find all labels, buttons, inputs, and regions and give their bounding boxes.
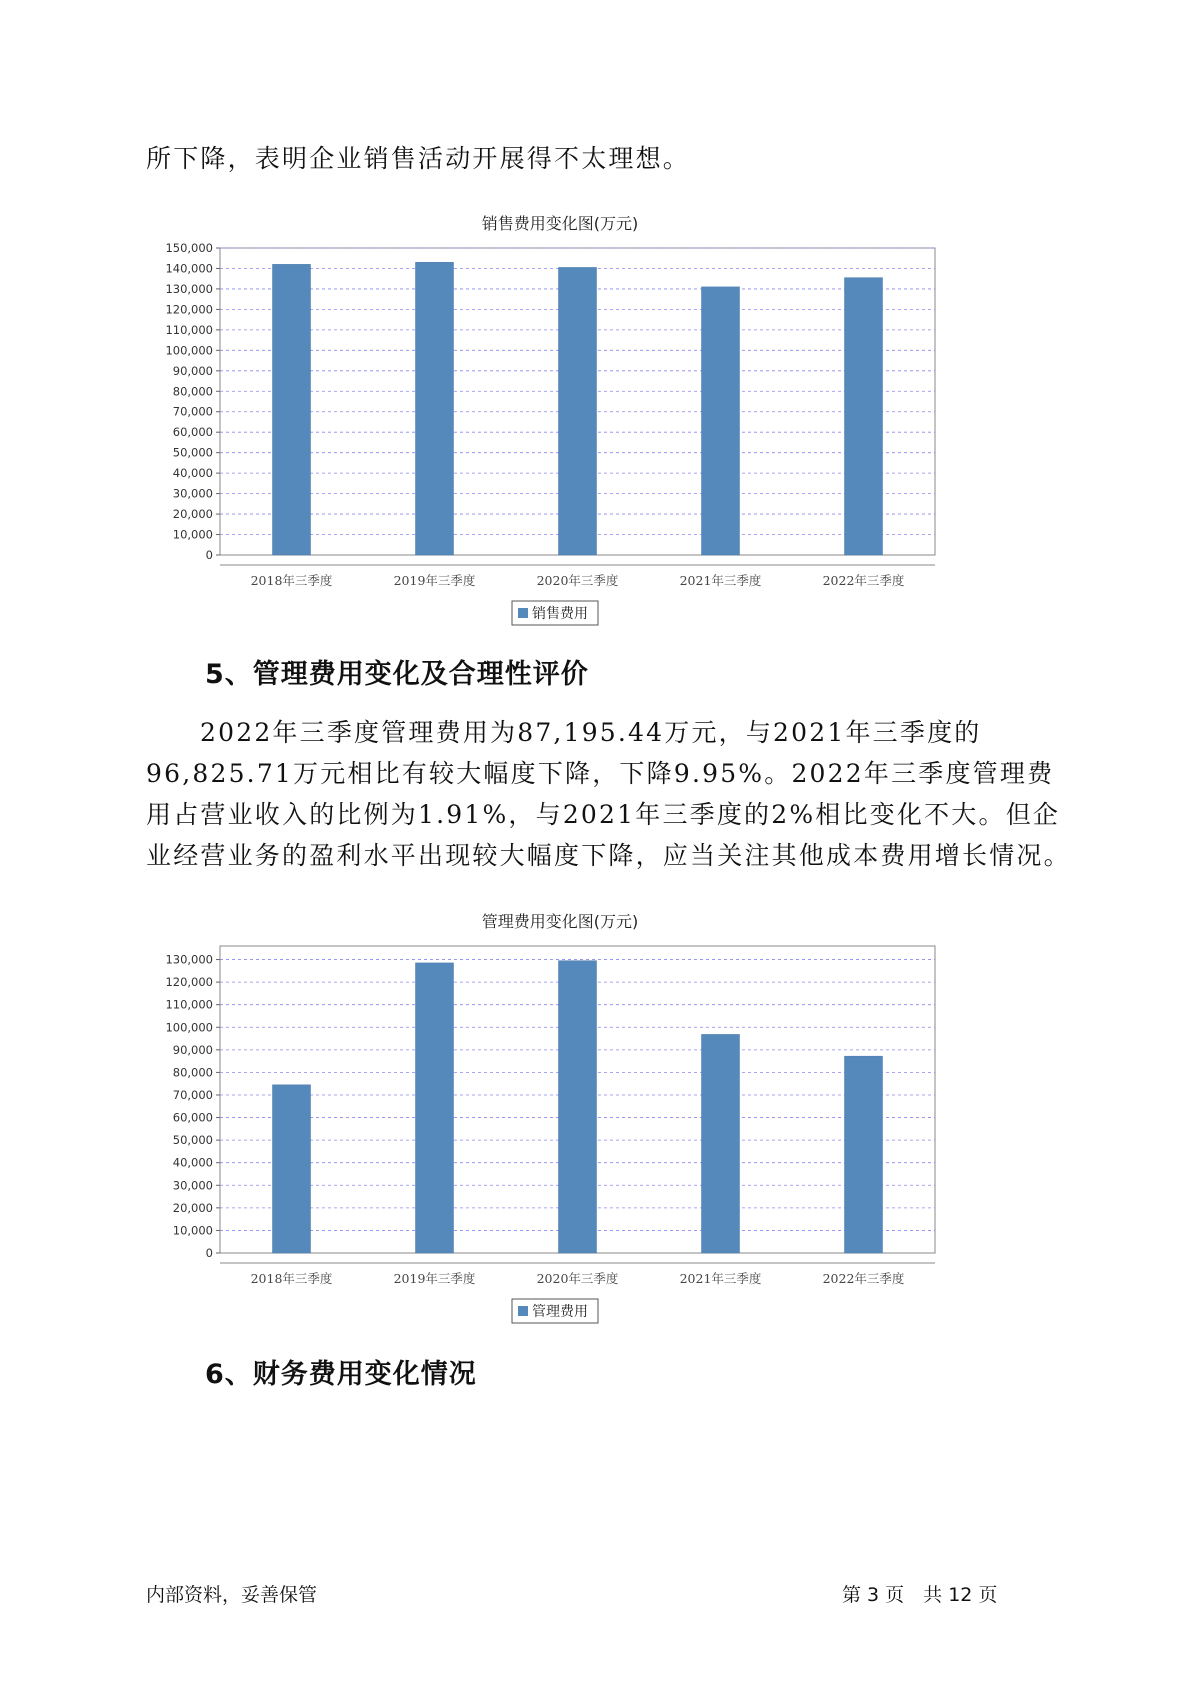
- c1-x-tick-label: 2021年三季度: [679, 1271, 762, 1286]
- c1-y-tick-label: 10,000: [172, 1223, 213, 1238]
- c1-y-tick-label: 40,000: [172, 1155, 213, 1170]
- c1-y-tick-label: 30,000: [172, 1178, 213, 1193]
- c0-y-tick-label: 40,000: [172, 466, 213, 481]
- c0-x-tick-label: 2020年三季度: [536, 573, 619, 588]
- c1-bar-2: [559, 961, 597, 1253]
- c0-x-tick-label: 2021年三季度: [679, 573, 762, 588]
- c1-y-tick-label: 70,000: [172, 1087, 213, 1102]
- c1-bar-4: [845, 1056, 883, 1253]
- c0-y-tick-label: 120,000: [165, 302, 213, 317]
- c1-x-tick-label: 2020年三季度: [536, 1271, 619, 1286]
- c1-y-tick-label: 110,000: [165, 997, 213, 1012]
- c0-y-tick-label: 70,000: [172, 404, 213, 419]
- c1-y-tick-label: 100,000: [165, 1020, 213, 1035]
- c0-legend-swatch: [518, 608, 528, 618]
- sales-expense-chart: [150, 205, 1050, 630]
- intro-line: 所下降，表明企业销售活动开展得不太理想。: [146, 144, 691, 173]
- footer-right: 第 3 页 共 12 页: [842, 1584, 998, 1606]
- c1-legend-swatch: [518, 1306, 528, 1316]
- c1-y-tick-label: 130,000: [165, 952, 213, 967]
- c1-y-tick-label: 90,000: [172, 1042, 213, 1057]
- c1-y-tick-label: 120,000: [165, 975, 213, 990]
- c1-y-tick-label: 0: [205, 1246, 213, 1260]
- c0-y-tick-label: 10,000: [172, 527, 213, 542]
- c1-bar-1: [416, 963, 454, 1253]
- section6-heading: 6、财务费用变化情况: [205, 1359, 477, 1390]
- c1-y-tick-label: 60,000: [172, 1110, 213, 1125]
- c1-chart-title: 管理费用变化图(万元): [481, 912, 639, 931]
- c0-legend-label: 销售费用: [532, 606, 588, 622]
- c0-x-tick-label: 2018年三季度: [250, 573, 333, 588]
- c0-x-tick-label: 2022年三季度: [822, 573, 905, 588]
- c1-y-tick-label: 50,000: [172, 1133, 213, 1148]
- admin-expense-chart-svg: [150, 903, 1050, 1328]
- c0-y-tick-label: 50,000: [172, 445, 213, 460]
- c1-x-tick-label: 2022年三季度: [822, 1271, 905, 1286]
- section5-paragraph: 2022年三季度管理费用为87,195.44万元，与2021年三季度的96,825.71万元相比有较大幅度下降，下降9.95%。2022年三季度管理费用占营业收入的比例为1.91%，与2021年三季度的2%相比变化不大。但企业经营业务的盈利水平出现较大幅度下降，应当关注其他成本费用增长情况。: [146, 718, 1071, 870]
- c0-y-tick-label: 0: [205, 548, 213, 562]
- c0-y-tick-label: 140,000: [165, 261, 213, 276]
- c0-bar-4: [845, 278, 883, 555]
- c0-y-tick-label: 130,000: [165, 281, 213, 296]
- c0-y-tick-label: 30,000: [172, 486, 213, 501]
- c0-y-tick-label: 80,000: [172, 384, 213, 399]
- c0-bar-1: [416, 262, 454, 555]
- c1-x-tick-label: 2018年三季度: [250, 1271, 333, 1286]
- section5-heading: 5、管理费用变化及合理性评价: [205, 659, 589, 690]
- c1-bar-0: [273, 1085, 311, 1253]
- c0-y-tick-label: 90,000: [172, 363, 213, 378]
- c0-chart-title: 销售费用变化图(万元): [481, 214, 639, 233]
- c0-y-tick-label: 20,000: [172, 507, 213, 522]
- c1-y-tick-label: 80,000: [172, 1065, 213, 1080]
- c0-bar-3: [702, 287, 740, 555]
- c0-bar-2: [559, 267, 597, 555]
- c0-bar-0: [273, 264, 311, 555]
- c0-x-tick-label: 2019年三季度: [393, 573, 476, 588]
- c1-y-tick-label: 20,000: [172, 1200, 213, 1215]
- c1-x-tick-label: 2019年三季度: [393, 1271, 476, 1286]
- c0-y-tick-label: 150,000: [165, 241, 213, 255]
- admin-expense-chart: [150, 903, 1050, 1328]
- sales-expense-chart-svg: [150, 205, 1050, 630]
- c0-y-tick-label: 110,000: [165, 322, 213, 337]
- c0-y-tick-label: 100,000: [165, 343, 213, 358]
- c1-bar-3: [702, 1034, 740, 1253]
- c1-legend-label: 管理费用: [532, 1304, 588, 1320]
- footer-left: 内部资料，妥善保管: [146, 1584, 318, 1606]
- c0-y-tick-label: 60,000: [172, 425, 213, 440]
